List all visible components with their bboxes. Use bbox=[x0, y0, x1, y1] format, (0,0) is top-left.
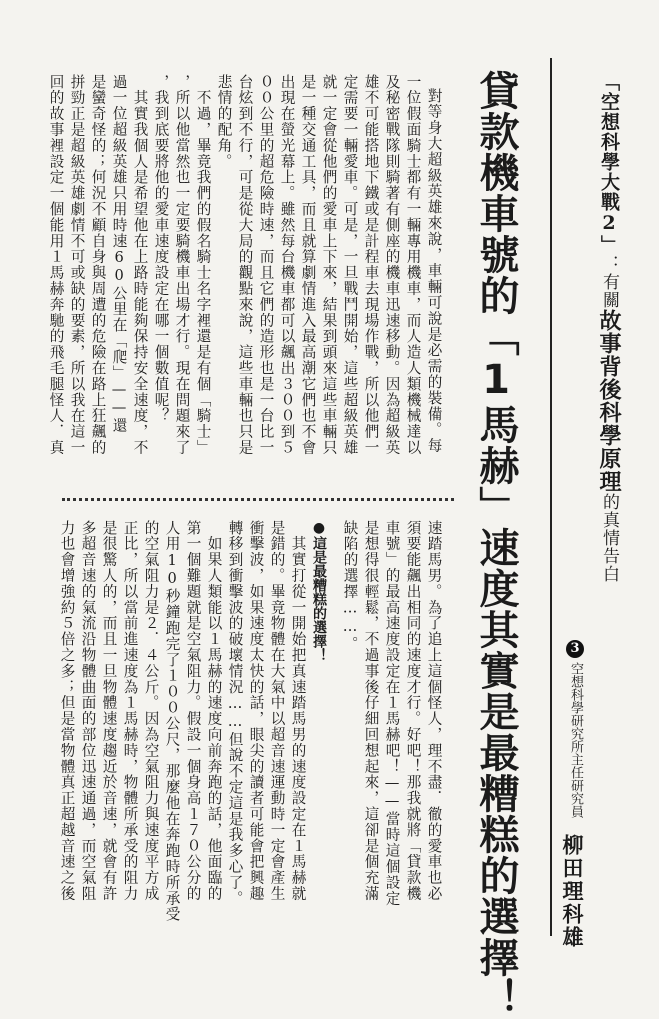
body-column: 就一定會從他們的愛車上下來，結果到頭來這些車輛只 bbox=[320, 74, 338, 456]
series-title-main: 故事背後科學原理 bbox=[596, 309, 622, 493]
body-column: 缺陷的選擇……。 bbox=[341, 520, 359, 652]
episode-number-badge: 3 bbox=[566, 640, 584, 658]
section-divider bbox=[62, 498, 454, 501]
body-column: 轉移到衝擊波的破壞情況……但說不定這是我多心了。 bbox=[226, 520, 244, 907]
episode-info bbox=[566, 640, 584, 818]
body-column: 是一種交通工具，而且就算劇情進入最高潮它們也不會 bbox=[299, 74, 317, 456]
body-column: 對等身大超級英雄來說，車輛可說是必需的裝備。每 bbox=[425, 88, 443, 454]
body-column: 不過，畢竟我們的假名騎士名字裡還是有個「騎士」 bbox=[194, 74, 212, 456]
series-title-tail: 的真情告白 bbox=[599, 493, 619, 583]
series-title bbox=[598, 72, 620, 583]
body-column: 其實打從一開始把真速踏馬男的速度設定在１馬赫就 bbox=[289, 520, 307, 902]
body-column: 多超音速的氣流沿物體曲面的部位迅速通過，而空氣阻 bbox=[79, 520, 97, 902]
body-column: 過一位超級英雄只用時速60公里在「爬」——還 bbox=[110, 74, 128, 434]
body-column: 車號」的最高速度設定在１馬赫吧！——當時這個設定 bbox=[383, 520, 401, 907]
body-column: 須要能飆出相同的速度才行。好吧！那我就將「貸款機 bbox=[404, 520, 422, 902]
body-column: 是蠻奇怪的；何況不顧自身與周遭的危險在路上狂飆的 bbox=[89, 74, 107, 456]
author-affiliation: 空想科學研究所主任研究員 bbox=[568, 662, 583, 818]
body-column: 是想得很輕鬆，不過事後仔細回想起來，這卻是個充滿 bbox=[362, 520, 380, 902]
body-column: 是錯的。畢竟物體在大氣中以超音速運動時一定會產生 bbox=[268, 520, 286, 902]
body-column: 及秘密戰隊則騎著有側座的機車迅速移動。因為超級英 bbox=[383, 74, 401, 456]
body-column: 力也會增強約５倍之多；但是當物體真正超越音速之後 bbox=[58, 520, 76, 902]
body-column: 出現在螢光幕上。雖然每台機車都可以飆出３００到５ bbox=[278, 74, 296, 456]
series-title-connector: ：有關 bbox=[599, 255, 619, 309]
series-header-frame bbox=[550, 58, 638, 936]
body-column: ，我到底要將他的愛車速度設定在哪一個數值呢？ bbox=[152, 74, 170, 424]
body-column: 一位假面騎士都有一輛專用機車，而人造人類機械達以 bbox=[404, 74, 422, 456]
body-column: 回的故事裡設定一個能用１馬赫奔馳的飛毛腿怪人．真 bbox=[47, 74, 65, 456]
body-column: ００公里的超危險時速，而且它們的造形也是一台比一 bbox=[257, 74, 275, 456]
body-column: 正比，所以當前進速度為１馬赫時，物體所承受的阻力 bbox=[121, 520, 139, 902]
body-column: 拼勁正是超級英雄劇情不可或缺的要素，所以我在這一 bbox=[68, 74, 86, 456]
body-column: 悲情的配角。 bbox=[215, 74, 233, 170]
body-column: 速踏馬男。為了追上這個怪人，理不盡．徹的愛車也必 bbox=[425, 520, 443, 902]
body-column: 人用10秒鐘跑完了１００公尺，那麼他在奔跑時所承受 bbox=[163, 520, 181, 923]
body-column: 如果人類能以１馬赫的速度向前奔跑的話，他面臨的 bbox=[205, 520, 223, 902]
author-name: 柳田理科雄 bbox=[560, 834, 585, 949]
body-column: 台炫到不行，可是從大局的觀點來說，這些車輛也只是 bbox=[236, 74, 254, 456]
body-column: 其實我個人是希望他在上路時能夠保持安全速度，不 bbox=[131, 74, 149, 456]
section-subheading: ●這是最糟糕的選擇！ bbox=[311, 520, 327, 662]
body-column: ，所以他當然也一定要騎機車出場才行。現在問題來了 bbox=[173, 74, 191, 456]
body-column: 衝擊波，如果速度太快的話，眼尖的讀者可能會把興趣 bbox=[247, 520, 265, 902]
body-column: 第一個難題就是空氣阻力。假設一個身高１７０公分的 bbox=[184, 520, 202, 902]
body-column: 是很驚人的，而且一旦物體速度趨近於音速，就會有許 bbox=[100, 520, 118, 902]
article-title: 貸款機車號的「1馬赫」速度其實是最糟糕的選擇！ bbox=[473, 70, 519, 1019]
body-column: 定需要一輛愛車。可是，一旦戰鬥開始，這些超級英雄 bbox=[341, 74, 359, 456]
body-column: 的空氣阻力是２．４公斤。因為空氣阻力與速度平方成 bbox=[142, 520, 160, 902]
series-title-open: 「空想科學大戰2」 bbox=[598, 72, 620, 255]
body-column: 雄不可能搭地下鐵或是計程車去現場作戰，所以他們一 bbox=[362, 74, 380, 456]
